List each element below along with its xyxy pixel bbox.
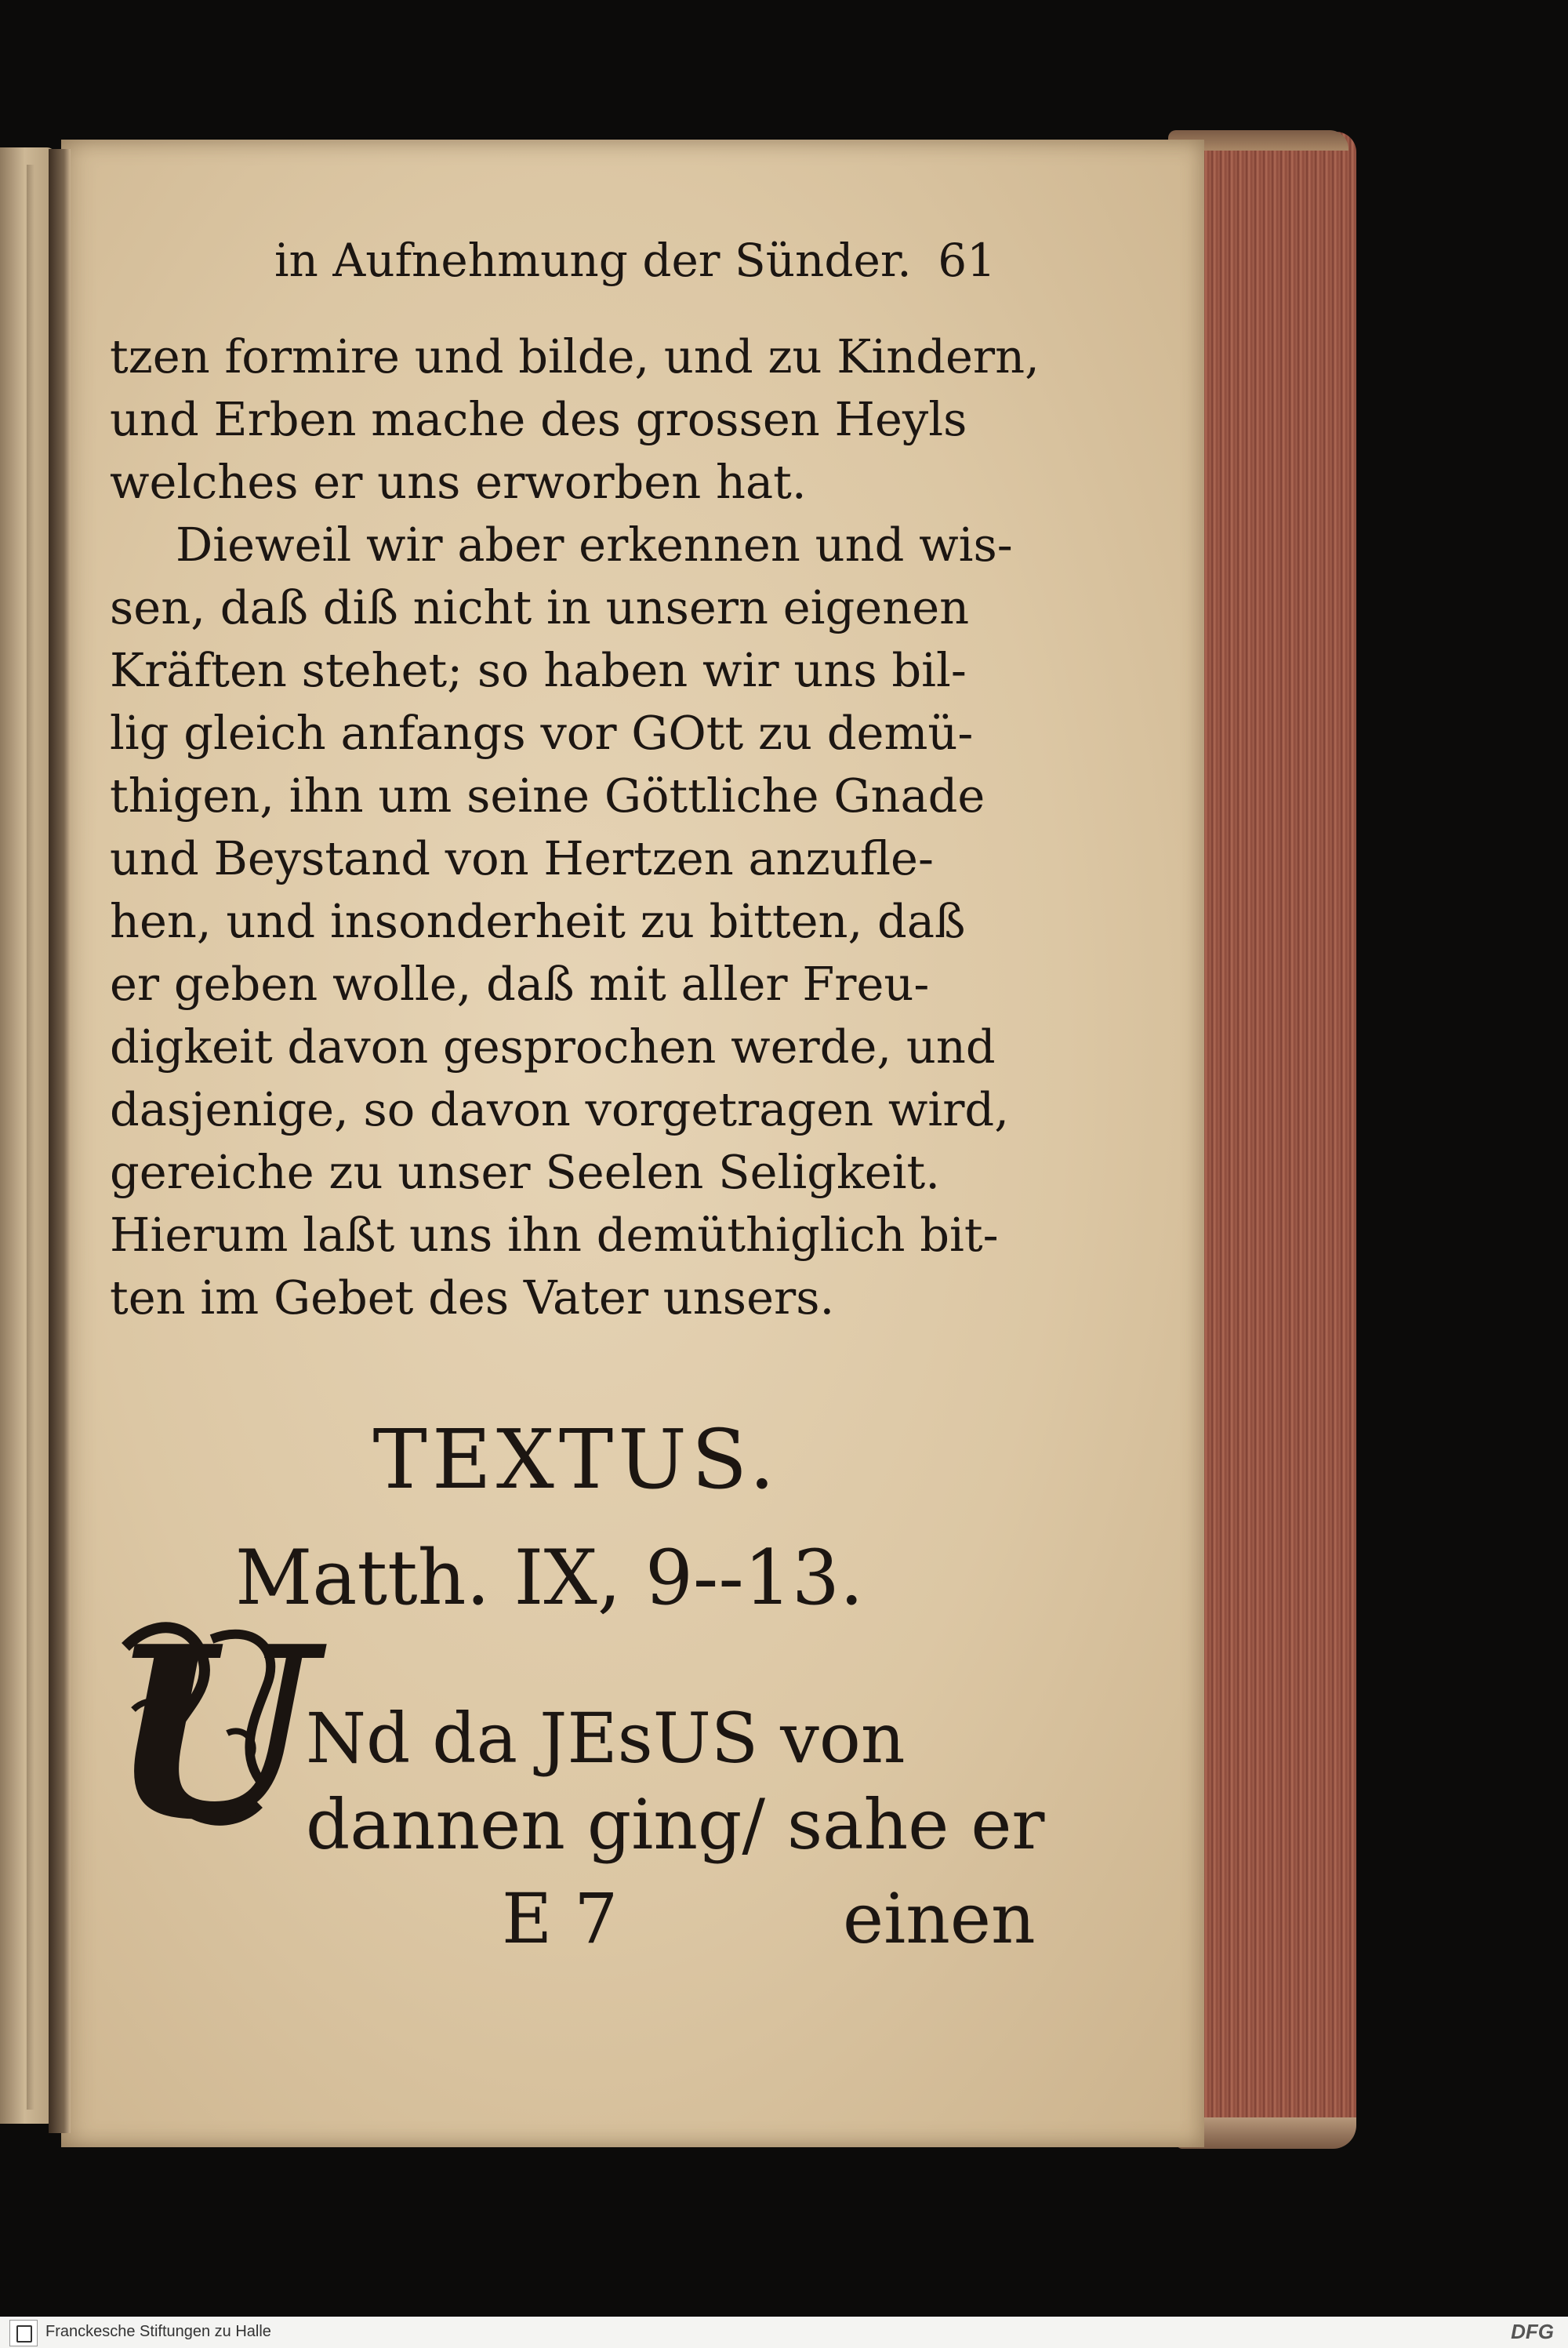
- text-line: welches er uns erworben hat.: [110, 455, 807, 509]
- text-line: dasjenige, so davon vorgetragen wird,: [110, 1082, 1009, 1136]
- viewer-footer: [0, 2317, 1568, 2348]
- text-line: hen, und insonderheit zu bitten, daß: [110, 894, 966, 948]
- institution-name: Franckesche Stiftungen zu Halle: [45, 2323, 271, 2340]
- text-line: lig gleich anfangs vor GOtt zu demü-: [110, 706, 974, 760]
- book-block-edge: [1200, 132, 1356, 2147]
- text-line: thigen, ihn um seine Göttliche Gnade: [110, 769, 985, 823]
- textus-heading: TEXTUS.: [372, 1412, 780, 1507]
- left-page-shadow: [27, 165, 34, 2110]
- text-line: digkeit davon gesprochen werde, und: [110, 1020, 996, 1074]
- running-title: in Aufnehmung der Sünder.: [274, 234, 912, 287]
- dfg-logo: DFG: [1511, 2320, 1554, 2343]
- text-line: und Beystand von Hertzen anzufle-: [110, 831, 934, 885]
- signature-mark: E 7: [502, 1878, 619, 1959]
- text-line: Nd da JEsUS von: [306, 1698, 906, 1779]
- book-gutter: [49, 149, 71, 2133]
- scripture-reference: Matth. IX, 9--13.: [235, 1534, 864, 1622]
- text-line: Hierum laßt uns ihn demüthiglich bit-: [110, 1208, 999, 1262]
- catchword: einen: [843, 1878, 1036, 1959]
- text-line: er geben wolle, daß mit aller Freu-: [110, 957, 930, 1011]
- text-line: dannen ging/ sahe er: [306, 1784, 1045, 1865]
- decorated-initial: [110, 1594, 315, 1871]
- institution-logo-icon: [9, 2320, 38, 2346]
- page-number: 61: [938, 234, 996, 287]
- text-line: Kräften stehet; so haben wir uns bil-: [110, 643, 967, 697]
- text-line: und Erben mache des grossen Heyls: [110, 392, 967, 446]
- body-text: [110, 325, 1040, 1329]
- text-line: Dieweil wir aber erkennen und wis-: [176, 518, 1013, 572]
- text-line: ten im Gebet des Vater unsers.: [110, 1270, 835, 1325]
- text-line: gereiche zu unser Seelen Seligkeit.: [110, 1145, 941, 1199]
- drop-cap-letter: U: [110, 1594, 315, 1871]
- text-line: sen, daß diß nicht in unsern eigenen: [110, 580, 970, 634]
- text-line: tzen formire und bilde, und zu Kindern,: [110, 329, 1040, 383]
